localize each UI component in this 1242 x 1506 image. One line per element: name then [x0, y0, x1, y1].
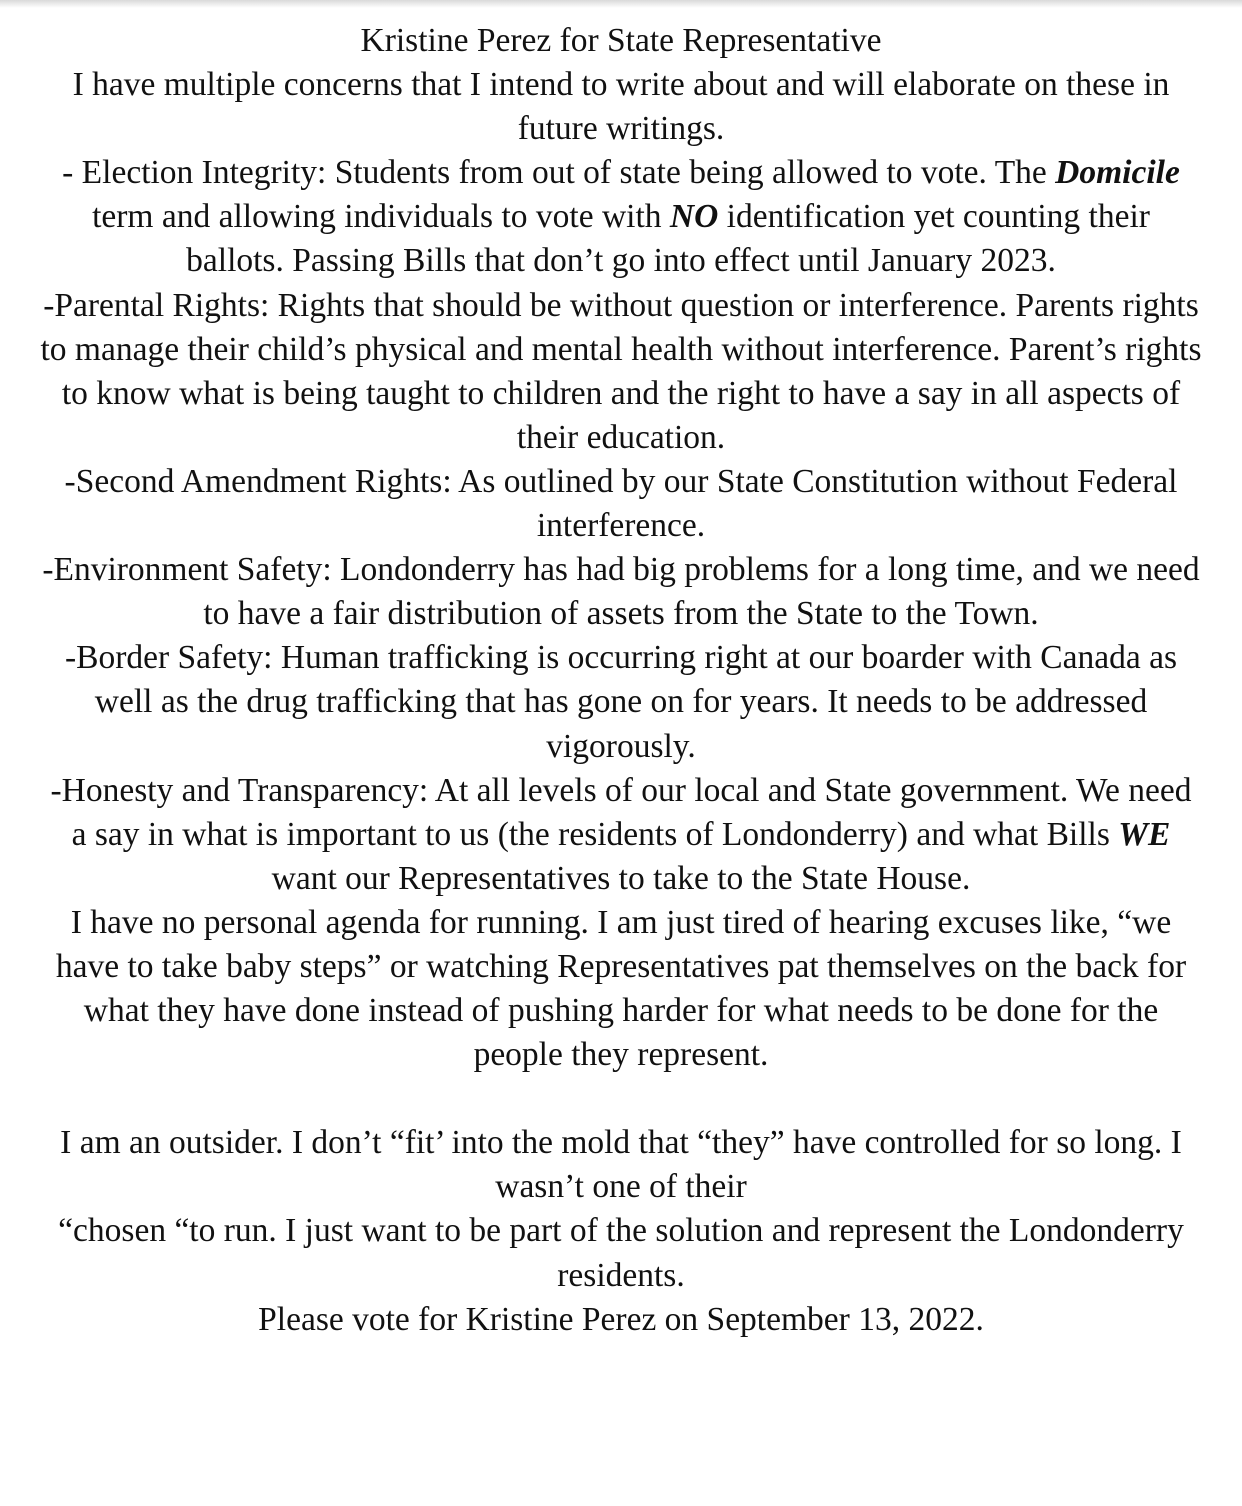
election-integrity-text-3: identification yet counting their ballots. Passing Bills that don’t go into effect until January 2023. [186, 198, 1150, 280]
domicile-emphasis: Domicile [1055, 154, 1180, 192]
election-integrity-text-1: - Election Integrity: Students from out of state being allowed to vote. The [62, 154, 1056, 192]
honesty-transparency-paragraph [40, 769, 1202, 901]
second-amendment-paragraph: -Second Amendment Rights: As outlined by our State Constitution without Federal interference. [64, 462, 1178, 545]
document-title: Kristine Perez for State Representative [360, 22, 882, 59]
honesty-transparency-text-2: want our Representatives to take to the State House. [271, 859, 971, 897]
blank-line [40, 1077, 1202, 1121]
parental-rights-paragraph: -Parental Rights: Rights that should be without question or interference. Parents rights to manage their child’s physical and mental health without interference. Parent’s rights to know what is being taught to children and the right to have a say in all aspects of their education. [40, 286, 1202, 456]
environment-safety-paragraph: -Environment Safety: Londonderry has had big problems for a long time, and we need to have a fair distribution of assets from the State to the Town. [42, 551, 1200, 633]
document-body [40, 19, 1202, 1342]
we-emphasis: WE [1118, 815, 1171, 853]
no-agenda-paragraph: I have no personal agenda for running. I am just tired of hearing excuses like, “we have to take baby steps” or watching Representatives pat themselves on the back for what they have done instead of pushing harder for what needs to be done for the people they represent. [55, 903, 1187, 1074]
honesty-transparency-text-1: -Honesty and Transparency: At all levels of our local and State government. We need a say in what is important to us (the residents of Londonderry) and what Bills [50, 771, 1192, 853]
top-edge-shadow [0, 0, 1242, 8]
election-integrity-paragraph [40, 151, 1202, 283]
border-safety-paragraph: -Border Safety: Human trafficking is occurring right at our boarder with Canada as well as the drug trafficking that has gone on for years. It needs to be addressed vigorously. [65, 639, 1177, 765]
closing-line: Please vote for Kristine Perez on September 13, 2022. [258, 1300, 984, 1338]
intro-paragraph: I have multiple concerns that I intend to write about and will elaborate on these in future writings. [72, 66, 1170, 148]
no-emphasis: NO [669, 198, 719, 236]
outsider-paragraph-line-2: “chosen “to run. I just want to be part of the solution and represent the Londonderry residents. [58, 1212, 1184, 1294]
outsider-paragraph-line-1: I am an outsider. I don’t “fit’ into the mold that “they” have controlled for so long. I wasn’t one of their [60, 1124, 1182, 1206]
election-integrity-text-2: term and allowing individuals to vote with [92, 198, 670, 236]
